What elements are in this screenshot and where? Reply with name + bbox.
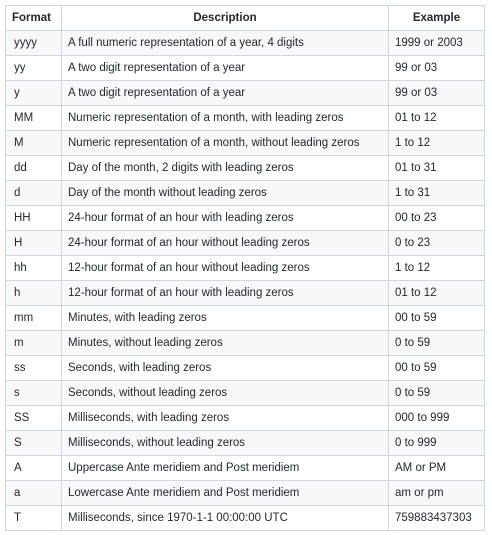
table-row — [6, 281, 485, 306]
cell-description: 24-hour format of an hour without leading zeros — [62, 231, 389, 256]
cell-example: 1999 or 2003 — [389, 31, 485, 56]
cell-description: Seconds, without leading zeros — [62, 381, 389, 406]
cell-description: Day of the month, 2 digits with leading zeros — [62, 156, 389, 181]
cell-description: Milliseconds, without leading zeros — [62, 431, 389, 456]
cell-example: AM or PM — [389, 456, 485, 481]
header-example: Example — [389, 6, 485, 31]
cell-description: Minutes, with leading zeros — [62, 306, 389, 331]
table-row — [6, 381, 485, 406]
table-row — [6, 206, 485, 231]
date-format-table — [5, 5, 485, 531]
cell-description: 12-hour format of an hour without leading zeros — [62, 256, 389, 281]
cell-description: 12-hour format of an hour with leading zeros — [62, 281, 389, 306]
table-row — [6, 356, 485, 381]
cell-format: M — [6, 131, 62, 156]
cell-example: 1 to 12 — [389, 131, 485, 156]
table-row — [6, 156, 485, 181]
format-table-container — [5, 5, 485, 531]
cell-example: 00 to 23 — [389, 206, 485, 231]
cell-format: s — [6, 381, 62, 406]
cell-format: SS — [6, 406, 62, 431]
cell-description: Lowercase Ante meridiem and Post meridiem — [62, 481, 389, 506]
header-description: Description — [62, 6, 389, 31]
cell-example: 1 to 31 — [389, 181, 485, 206]
table-row — [6, 106, 485, 131]
cell-format: d — [6, 181, 62, 206]
cell-format: S — [6, 431, 62, 456]
cell-format: MM — [6, 106, 62, 131]
cell-example: 759883437303 — [389, 506, 485, 531]
table-row — [6, 131, 485, 156]
table-row — [6, 231, 485, 256]
cell-example: 1 to 12 — [389, 256, 485, 281]
cell-format: H — [6, 231, 62, 256]
cell-example: 01 to 31 — [389, 156, 485, 181]
table-row — [6, 31, 485, 56]
cell-format: h — [6, 281, 62, 306]
cell-example: 00 to 59 — [389, 356, 485, 381]
table-row — [6, 181, 485, 206]
table-row — [6, 331, 485, 356]
cell-example: 99 or 03 — [389, 81, 485, 106]
table-row — [6, 256, 485, 281]
cell-format: yy — [6, 56, 62, 81]
cell-example: 0 to 999 — [389, 431, 485, 456]
table-row — [6, 431, 485, 456]
cell-example: 000 to 999 — [389, 406, 485, 431]
cell-description: Uppercase Ante meridiem and Post meridiem — [62, 456, 389, 481]
cell-description: A full numeric representation of a year, 4 digits — [62, 31, 389, 56]
cell-description: Numeric representation of a month, with leading zeros — [62, 106, 389, 131]
cell-description: Minutes, without leading zeros — [62, 331, 389, 356]
table-row — [6, 56, 485, 81]
table-row — [6, 406, 485, 431]
cell-format: a — [6, 481, 62, 506]
cell-format: yyyy — [6, 31, 62, 56]
cell-description: A two digit representation of a year — [62, 81, 389, 106]
cell-description: 24-hour format of an hour with leading zeros — [62, 206, 389, 231]
cell-description: A two digit representation of a year — [62, 56, 389, 81]
cell-format: T — [6, 506, 62, 531]
cell-format: HH — [6, 206, 62, 231]
cell-example: am or pm — [389, 481, 485, 506]
cell-description: Milliseconds, with leading zeros — [62, 406, 389, 431]
cell-example: 00 to 59 — [389, 306, 485, 331]
table-row — [6, 456, 485, 481]
cell-example: 0 to 23 — [389, 231, 485, 256]
table-row — [6, 481, 485, 506]
table-row — [6, 506, 485, 531]
cell-format: hh — [6, 256, 62, 281]
cell-description: Milliseconds, since 1970-1-1 00:00:00 UTC — [62, 506, 389, 531]
cell-description: Numeric representation of a month, without leading zeros — [62, 131, 389, 156]
cell-format: dd — [6, 156, 62, 181]
cell-example: 0 to 59 — [389, 381, 485, 406]
table-row — [6, 81, 485, 106]
cell-example: 01 to 12 — [389, 281, 485, 306]
cell-example: 0 to 59 — [389, 331, 485, 356]
cell-format: mm — [6, 306, 62, 331]
table-row — [6, 306, 485, 331]
cell-format: A — [6, 456, 62, 481]
cell-format: m — [6, 331, 62, 356]
cell-format: y — [6, 81, 62, 106]
cell-description: Seconds, with leading zeros — [62, 356, 389, 381]
header-format: Format — [6, 6, 62, 31]
table-header-row — [6, 6, 485, 31]
cell-example: 01 to 12 — [389, 106, 485, 131]
cell-format: ss — [6, 356, 62, 381]
cell-example: 99 or 03 — [389, 56, 485, 81]
cell-description: Day of the month without leading zeros — [62, 181, 389, 206]
